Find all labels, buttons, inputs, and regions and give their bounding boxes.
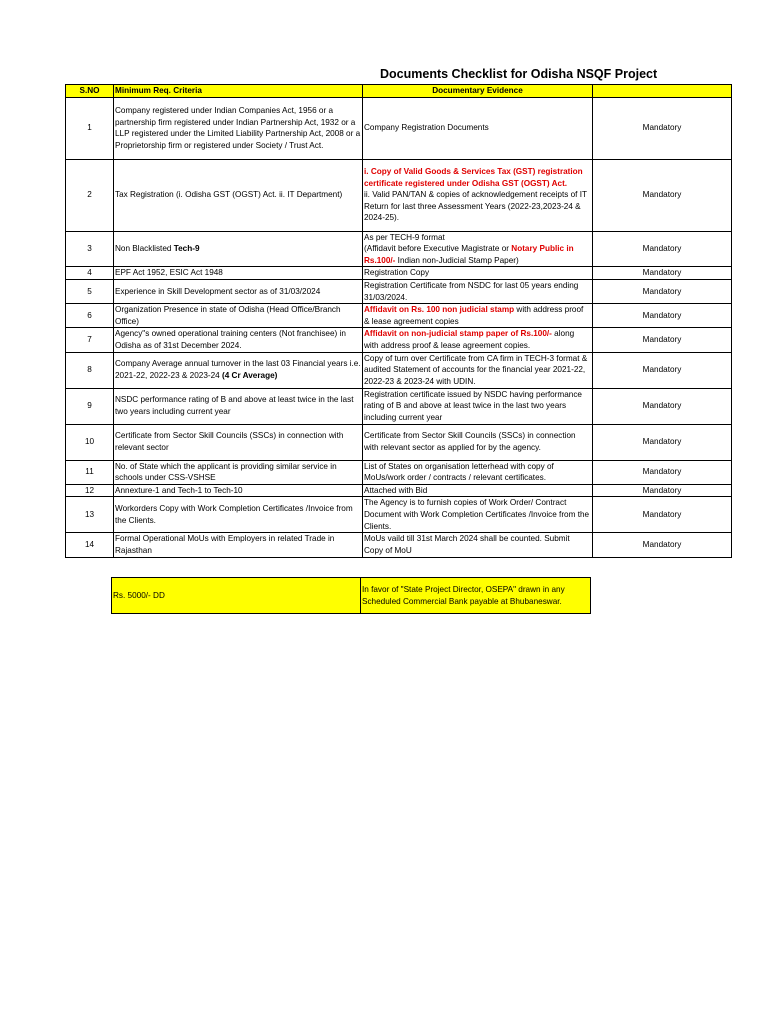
table-row <box>66 424 732 460</box>
row-status: Mandatory <box>593 159 732 231</box>
table-row <box>66 352 732 388</box>
row-criteria: Experience in Skill Development sector as of 31/03/2024 <box>114 279 363 303</box>
dd-details: In favor of "State Project Director, OSEPA" drawn in any Scheduled Commercial Bank payable at Bhubaneswar. <box>361 578 591 614</box>
row-criteria: Company Average annual turnover in the last 03 Financial years i.e. 2021-22, 2022-23 & 2023-24 (4 Cr Average) <box>114 352 363 388</box>
row-status: Mandatory <box>593 497 732 533</box>
row-status: Mandatory <box>593 388 732 424</box>
row-status: Mandatory <box>593 304 732 328</box>
row-sno: 10 <box>66 424 114 460</box>
row-status: Mandatory <box>593 279 732 303</box>
row-sno: 8 <box>66 352 114 388</box>
row-sno: 2 <box>66 159 114 231</box>
row-sno: 4 <box>66 267 114 280</box>
row-status: Mandatory <box>593 97 732 159</box>
row-status: Mandatory <box>593 533 732 557</box>
table-row <box>66 304 732 328</box>
row-evidence: MoUs vaild till 31st March 2024 shall be counted. Submit Copy of MoU <box>363 533 593 557</box>
row-evidence: i. Copy of Valid Goods & Services Tax (GST) registration certificate registered under Odisha GST (OGST) Act. ii. Valid PAN/TAN & copies of acknowledgement receipts of IT Return for last three Assessment Years (2022-23,2023-24 & 2024-25). <box>363 159 593 231</box>
table-row <box>66 533 732 557</box>
row-status: Mandatory <box>593 267 732 280</box>
row-criteria: No. of State which the applicant is providing similar service in schools under CSS-VSHSE <box>114 460 363 484</box>
row-evidence: Affidavit on non-judicial stamp paper of Rs.100/- along with address proof & lease agreement copies. <box>363 328 593 352</box>
table-row <box>66 328 732 352</box>
row-evidence: Registration Certificate from NSDC for last 05 years ending 31/03/2024. <box>363 279 593 303</box>
row-sno: 9 <box>66 388 114 424</box>
row-criteria: Formal Operational MoUs with Employers in related Trade in Rajasthan <box>114 533 363 557</box>
row-status: Mandatory <box>593 352 732 388</box>
row-criteria: Workorders Copy with Work Completion Certificates /Invoice from the Clients. <box>114 497 363 533</box>
dd-payment-table <box>111 577 591 614</box>
row-evidence: Company Registration Documents <box>363 97 593 159</box>
row-sno: 3 <box>66 231 114 267</box>
table-row <box>66 279 732 303</box>
row-evidence: Attached with Bid <box>363 484 593 497</box>
row-evidence: Registration Copy <box>363 267 593 280</box>
row-evidence: As per TECH-9 format (Affidavit before Executive Magistrate or Notary Public in Rs.100/- Indian non-Judicial Stamp Paper) <box>363 231 593 267</box>
row-sno: 7 <box>66 328 114 352</box>
dd-amount: Rs. 5000/- DD <box>112 578 361 614</box>
row-evidence: Affidavit on Rs. 100 non judicial stamp with address proof & lease agreement copies <box>363 304 593 328</box>
row-sno: 13 <box>66 497 114 533</box>
row-evidence: The Agency is to furnish copies of Work Order/ Contract Document with Work Completion Certificates /Invoice from the Clients. <box>363 497 593 533</box>
row-criteria: Annexture-1 and Tech-1 to Tech-10 <box>114 484 363 497</box>
table-row <box>66 460 732 484</box>
header-status <box>593 85 732 98</box>
row-criteria: Certificate from Sector Skill Councils (SSCs) in connection with relevant sector <box>114 424 363 460</box>
row-sno: 6 <box>66 304 114 328</box>
table-row <box>66 159 732 231</box>
table-row <box>66 267 732 280</box>
row-criteria: Agency"s owned operational training centers (Not franchisee) in Odisha as of 31st December 2024. <box>114 328 363 352</box>
row-evidence: Certificate from Sector Skill Councils (SSCs) in connection with relevant sector as applied for by the agency. <box>363 424 593 460</box>
row-criteria: Company registered under Indian Companies Act, 1956 or a partnership firm registered under Indian Partnership Act, 1932 or a LLP registered under the Limited Liability Partnership Act, 2008 or a Proprietorship firm or registered under Society / Trust Act. <box>114 97 363 159</box>
row-criteria: EPF Act 1952, ESIC Act 1948 <box>114 267 363 280</box>
row-criteria: Tax Registration (i. Odisha GST (OGST) Act. ii. IT Department) <box>114 159 363 231</box>
dd-row <box>112 578 591 614</box>
row-criteria: NSDC performance rating of B and above at least twice in the last two years including current year <box>114 388 363 424</box>
row-criteria: Non Blacklisted Tech-9 <box>114 231 363 267</box>
table-row <box>66 497 732 533</box>
row-sno: 5 <box>66 279 114 303</box>
row-sno: 1 <box>66 97 114 159</box>
row-sno: 11 <box>66 460 114 484</box>
header-sno: S.NO <box>66 85 114 98</box>
table-row <box>66 231 732 267</box>
row-status: Mandatory <box>593 424 732 460</box>
row-status: Mandatory <box>593 328 732 352</box>
table-header-row <box>66 85 732 98</box>
table-row <box>66 97 732 159</box>
table-row <box>66 484 732 497</box>
row-sno: 14 <box>66 533 114 557</box>
row-evidence: List of States on organisation letterhead with copy of MoUs/work order / contracts / relevant certificates. <box>363 460 593 484</box>
row-evidence: Copy of turn over Certificate from CA firm in TECH-3 format & audited Statement of accounts for the financial year 2021-22, 2022-23 & 2023-24 with UDIN. <box>363 352 593 388</box>
header-evidence: Documentary Evidence <box>363 85 593 98</box>
table-row <box>66 388 732 424</box>
row-evidence: Registration certificate issued by NSDC having performance rating of B and above at least twice in the last two years including current year <box>363 388 593 424</box>
row-status: Mandatory <box>593 484 732 497</box>
row-criteria: Organization Presence in state of Odisha (Head Office/Branch Office) <box>114 304 363 328</box>
page-title: Documents Checklist for Odisha NSQF Project <box>380 67 658 81</box>
checklist-table <box>65 84 732 558</box>
row-status: Mandatory <box>593 460 732 484</box>
row-status: Mandatory <box>593 231 732 267</box>
row-sno: 12 <box>66 484 114 497</box>
header-criteria: Minimum Req. Criteria <box>114 85 363 98</box>
